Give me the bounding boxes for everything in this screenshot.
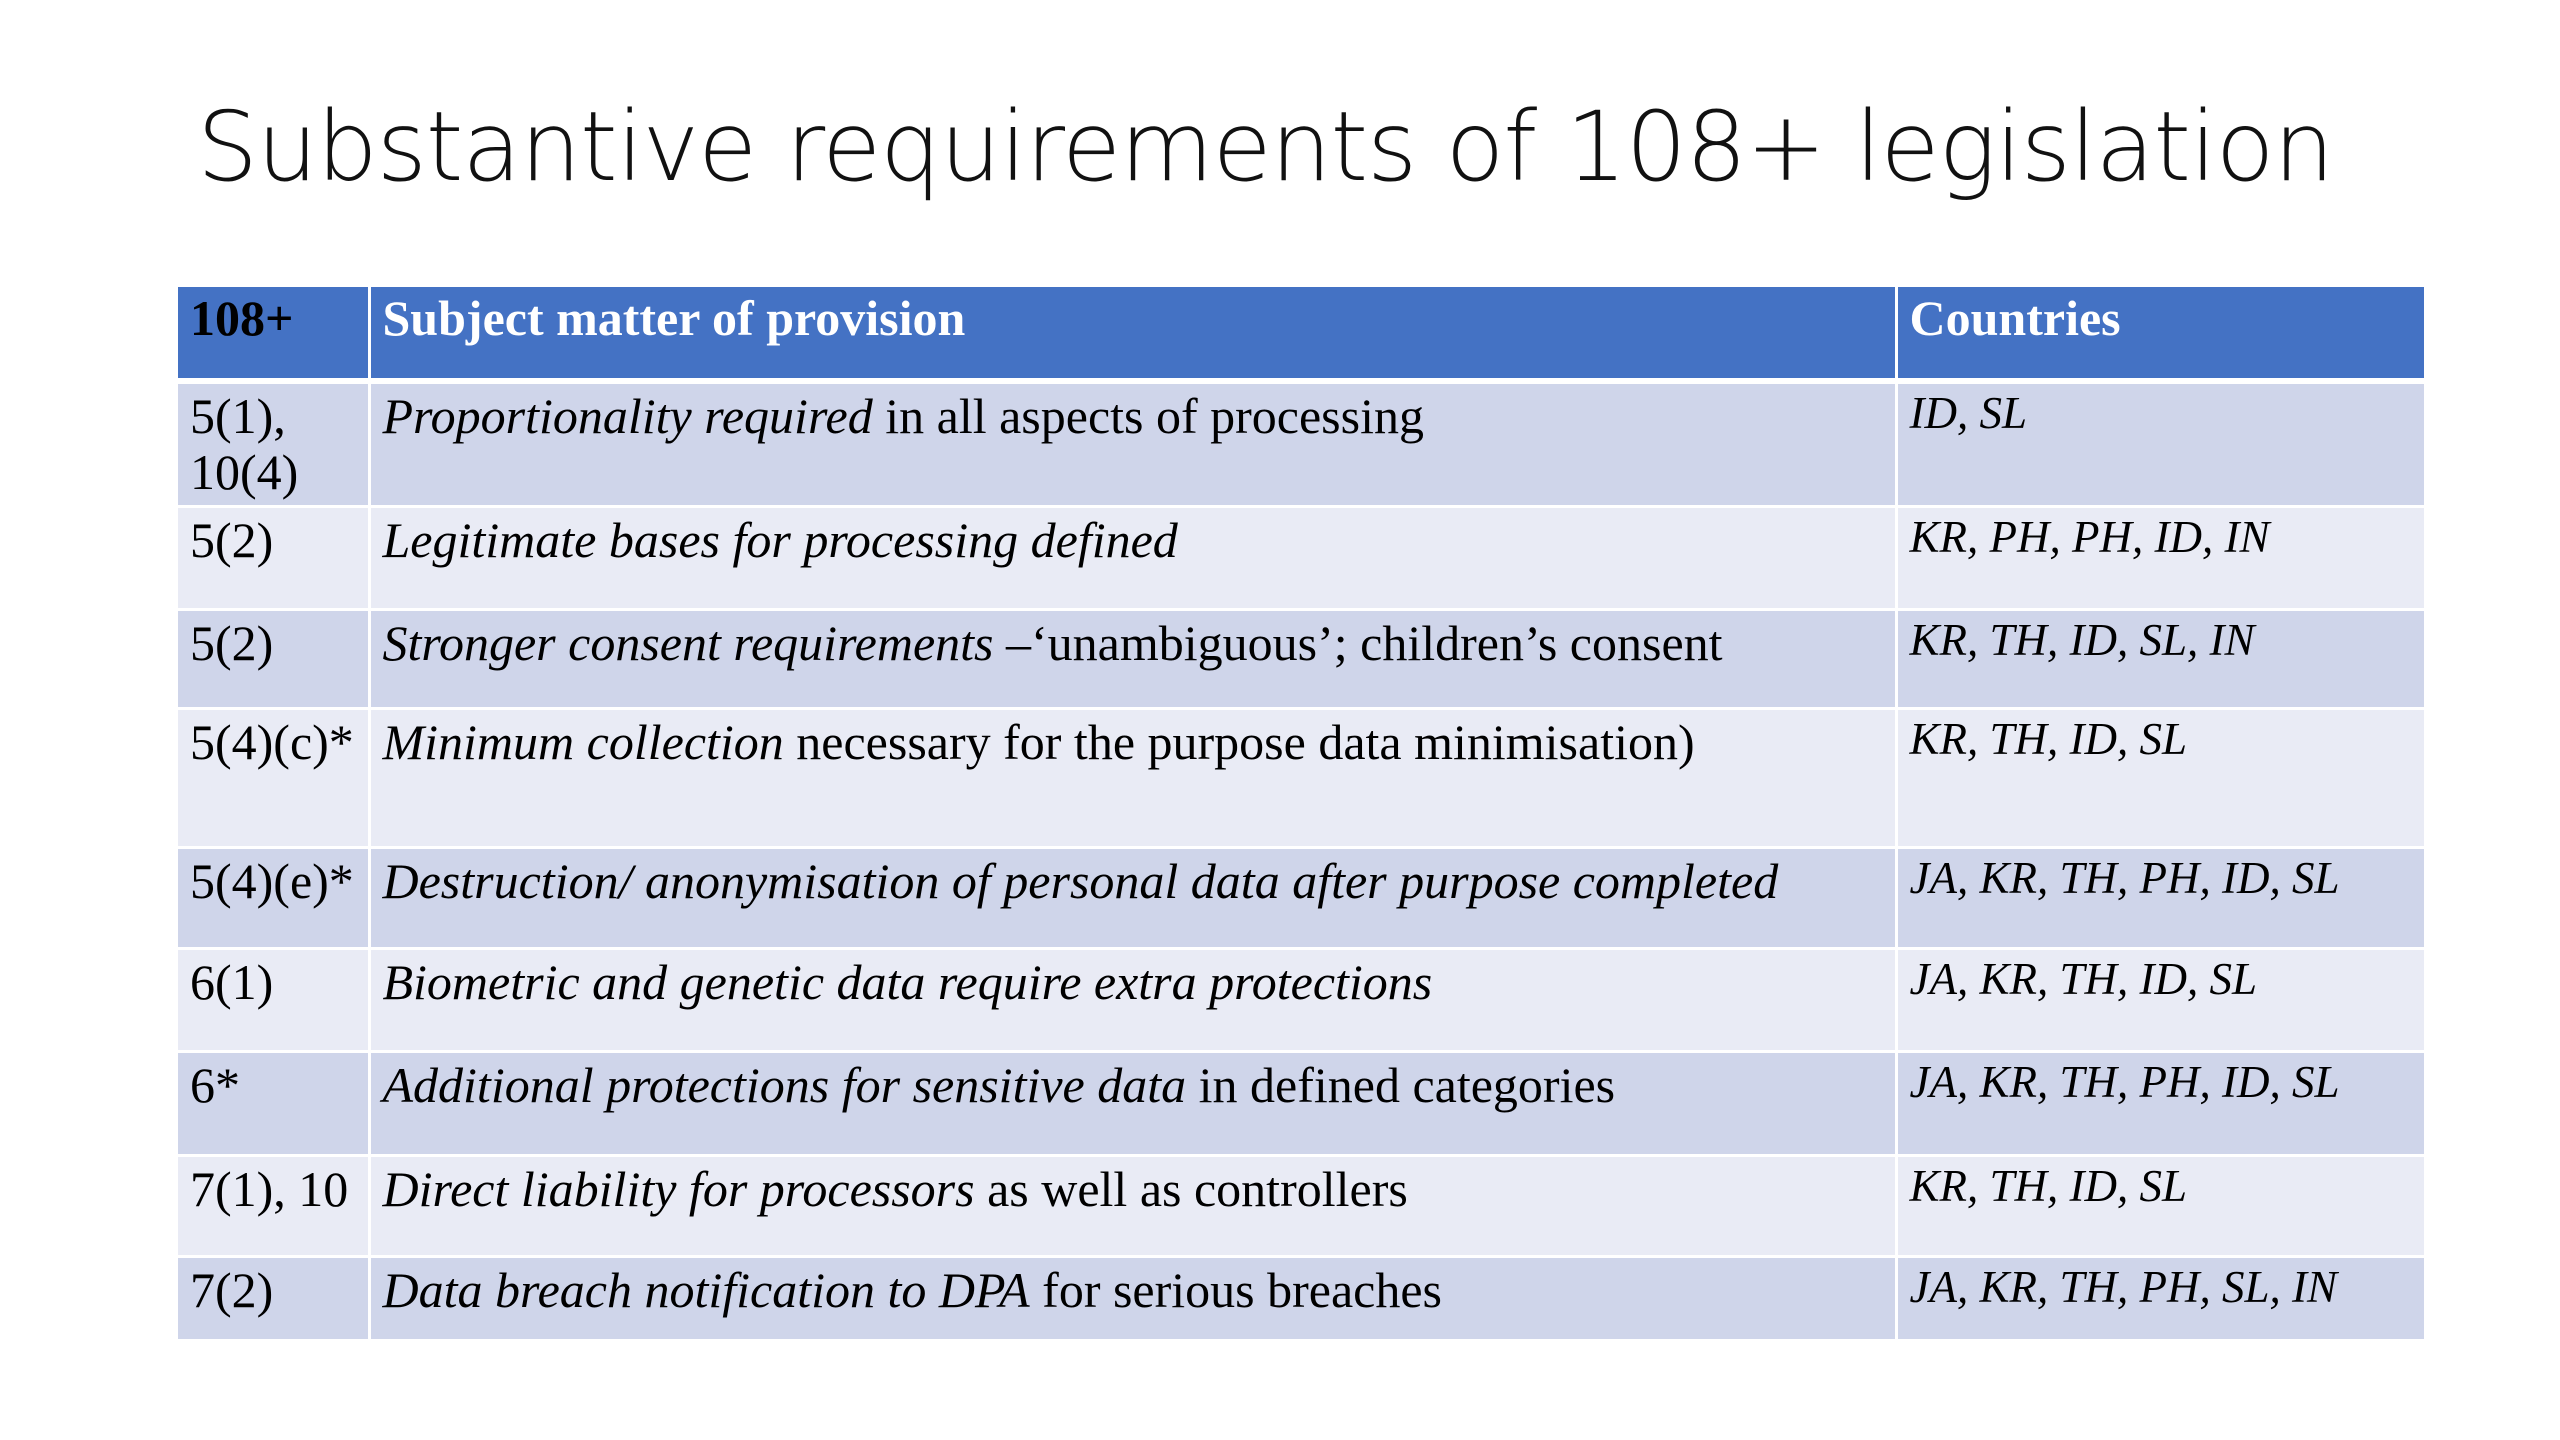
row-countries: JA, KR, TH, ID, SL [1896, 948, 2424, 1051]
row-countries: JA, KR, TH, PH, ID, SL [1896, 847, 2424, 948]
subject-plain: –‘unambiguous’; children’s consent [1006, 614, 1723, 671]
row-article: 7(2) [178, 1256, 369, 1340]
subject-plain: necessary for the purpose data minimisation) [783, 713, 1695, 770]
row-article: 5(2) [178, 609, 369, 708]
subject-plain: for serious breaches [1029, 1261, 1443, 1318]
row-subject [369, 1051, 1896, 1155]
subject-italic: Data breach notification to DPA [382, 1261, 1030, 1318]
table-row [178, 1256, 2424, 1340]
table-row [178, 948, 2424, 1051]
header-countries: Countries [1896, 287, 2424, 381]
row-article: 6* [178, 1051, 369, 1155]
subject-italic: Direct liability for processors [382, 1160, 975, 1217]
row-article: 5(4)(c)* [178, 708, 369, 847]
table-row [178, 381, 2424, 506]
row-subject [369, 847, 1896, 948]
subject-italic: Destruction/ anonymisation of personal data after purpose completed [382, 852, 1779, 909]
table-row [178, 1051, 2424, 1155]
subject-italic: Minimum collection [382, 713, 784, 770]
table-row [178, 708, 2424, 847]
table-row [178, 609, 2424, 708]
row-article: 7(1), 10 [178, 1155, 369, 1256]
subject-italic: Legitimate bases for processing defined [382, 511, 1178, 568]
row-countries: ID, SL [1896, 381, 2424, 506]
row-subject [369, 708, 1896, 847]
subject-italic: Additional protections for sensitive data [382, 1056, 1187, 1113]
subject-plain: as well as controllers [974, 1160, 1408, 1217]
row-countries: JA, KR, TH, PH, SL, IN [1896, 1256, 2424, 1340]
subject-italic: Stronger consent requirements [382, 614, 1007, 671]
table-row [178, 1155, 2424, 1256]
row-subject [369, 506, 1896, 609]
row-countries: KR, TH, ID, SL [1896, 1155, 2424, 1256]
row-article: 6(1) [178, 948, 369, 1051]
row-countries: JA, KR, TH, PH, ID, SL [1896, 1051, 2424, 1155]
row-article: 5(4)(e)* [178, 847, 369, 948]
row-countries: KR, TH, ID, SL, IN [1896, 609, 2424, 708]
header-subject: Subject matter of provision [369, 287, 1896, 381]
row-subject [369, 381, 1896, 506]
slide-title: Substantive requirements of 108+ legislation [197, 91, 2334, 203]
row-subject [369, 948, 1896, 1051]
row-countries: KR, PH, PH, ID, IN [1896, 506, 2424, 609]
subject-italic: Biometric and genetic data require extra protections [382, 953, 1433, 1010]
requirements-table-container [178, 287, 2424, 1342]
subject-plain: in all aspects of processing [872, 388, 1424, 444]
table-header-row [178, 287, 2424, 381]
table-row [178, 847, 2424, 948]
row-subject [369, 1256, 1896, 1340]
subject-plain: in defined categories [1186, 1056, 1616, 1113]
row-subject [369, 609, 1896, 708]
row-article: 5(1), 10(4) [178, 381, 369, 506]
table-row [178, 506, 2424, 609]
row-subject [369, 1155, 1896, 1256]
requirements-table [178, 287, 2424, 1342]
subject-italic: Proportionality required [382, 388, 873, 444]
row-article: 5(2) [178, 506, 369, 609]
header-article: 108+ [178, 287, 369, 381]
row-countries: KR, TH, ID, SL [1896, 708, 2424, 847]
